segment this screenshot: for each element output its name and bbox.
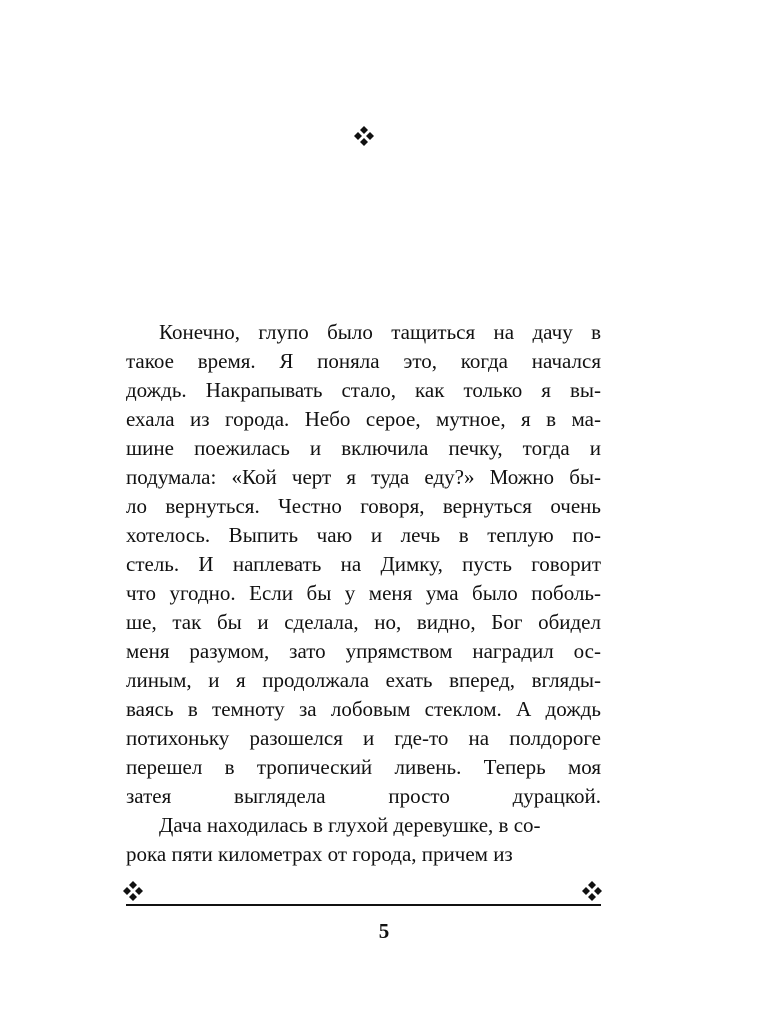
diamond-cluster-icon — [122, 880, 144, 902]
text-line: Дача находилась в глухой деревушке, в со- — [159, 813, 541, 837]
text-line: подумала: «Кой черт я туда еду?» Можно бы- — [126, 465, 601, 489]
footer-rule — [126, 904, 601, 906]
body-text — [126, 318, 601, 869]
text-line: Конечно, глупо было тащиться на дачу в — [159, 320, 601, 344]
paragraph-2 — [126, 811, 601, 869]
text-line: дождь. Накрапывать стало, как только я вы- — [126, 378, 601, 402]
text-line: перешел в тропический ливень. Теперь моя — [126, 755, 601, 779]
text-line: хотелось. Выпить чаю и лечь в теплую по- — [126, 523, 601, 547]
paragraph-1 — [126, 318, 601, 811]
text-line: стель. И наплевать на Димку, пусть говорит — [126, 552, 601, 576]
text-line: рока пяти километрах от города, причем из — [126, 842, 513, 866]
text-line: ло вернуться. Честно говоря, вернуться очень — [126, 494, 601, 518]
page-number: 5 — [378, 919, 390, 943]
text-line: затея выглядела просто дурацкой. — [126, 784, 601, 808]
diamond-cluster-icon — [353, 125, 375, 147]
diamond-cluster-icon — [581, 880, 603, 902]
text-line: линым, и я продолжала ехать вперед, вгляды- — [126, 668, 601, 692]
text-line: ше, так бы и сделала, но, видно, Бог обидел — [126, 610, 601, 634]
text-line: ехала из города. Небо серое, мутное, я в ма- — [126, 407, 601, 431]
text-line: ваясь в темноту за лобовым стеклом. А дождь — [126, 697, 601, 721]
text-line: потихоньку разошелся и где-то на полдороге — [126, 726, 601, 750]
text-line: что угодно. Если бы у меня ума было поболь- — [126, 581, 601, 605]
text-line: шине поежилась и включила печку, тогда и — [126, 436, 601, 460]
text-line: такое время. Я поняла это, когда начался — [126, 349, 601, 373]
text-line: меня разумом, зато упрямством наградил ос- — [126, 639, 601, 663]
